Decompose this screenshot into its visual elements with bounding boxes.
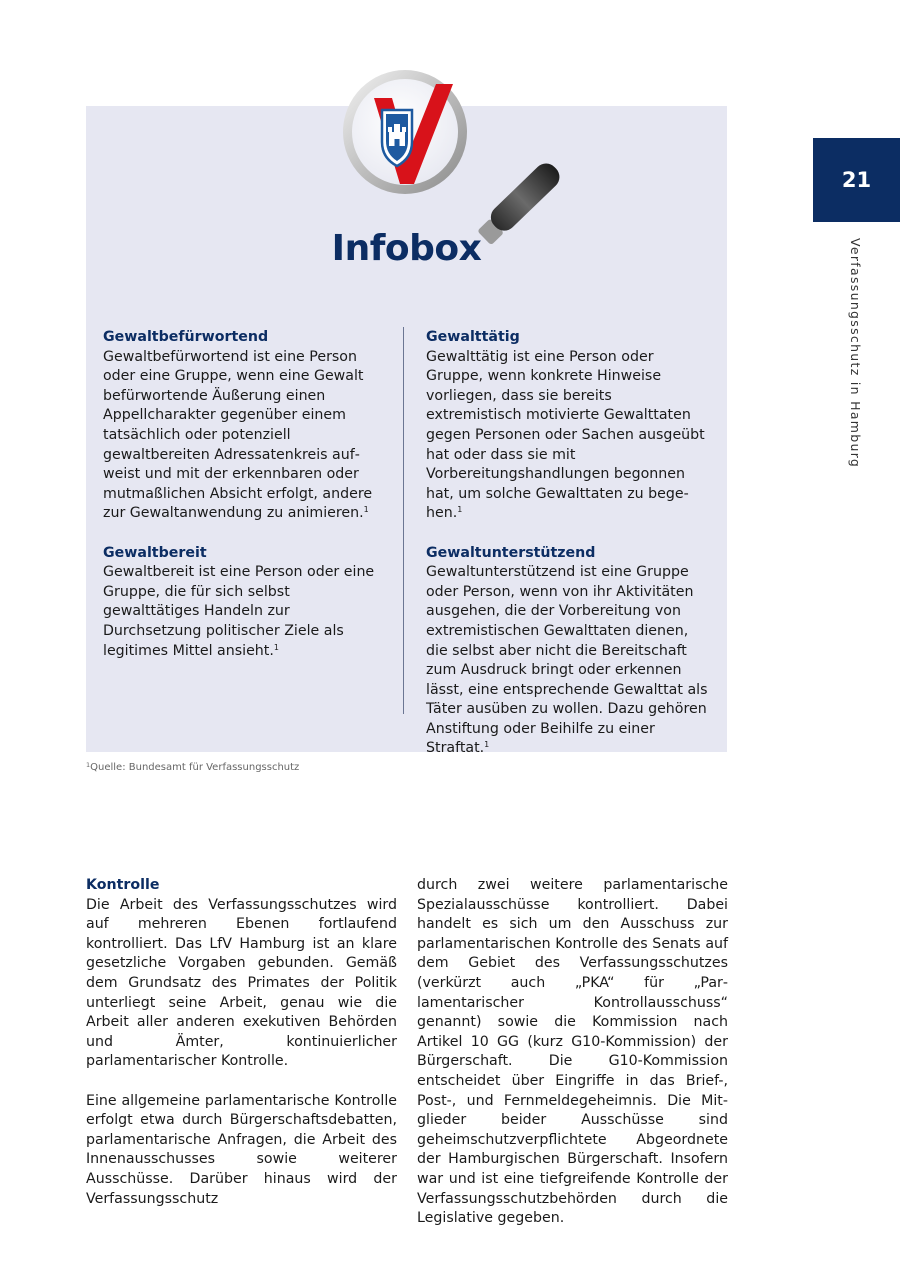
entry-heading: Gewaltbefürwortend — [103, 329, 269, 345]
entry-heading: Gewalttätig — [426, 329, 520, 345]
body-right-column — [417, 876, 728, 1229]
infobox-entry — [426, 544, 708, 760]
footnote-marker: 1 — [86, 761, 91, 769]
entry-text: Gewaltbereit ist eine Person oder eine Gruppe, die für sich selbst gewalttätiges Handeln zur Durchsetzung politischer Ziele als legitimes Mittel ansieht.$^1$ — [103, 564, 375, 659]
entry-heading: Gewaltbereit — [103, 544, 207, 561]
entry-heading: Gewaltunterstützend — [426, 544, 596, 561]
body-paragraph: Die Arbeit des Verfassungsschutzes wird auf mehreren Ebenen fortlaufend kontrolliert. Das LfV Hamburg ist an klare gesetzliche Vorgaben gebunden. Gemäß dem Grundsatz des Primates der Politik unterliegt seine Arbeit, genau wie die Arbeit aller anderen exekutiven Behörden und Ämter, kontinuierlicher parlamentarischer Kontrolle. — [86, 896, 397, 1070]
body-paragraph: durch zwei weitere parlamentarische Spezialausschüsse kontrolliert. Dabei handelt es sich um den Ausschuss zur parlamentarischen Kontrolle des Senats auf dem Gebiet des Verfassungsschutzes (verkürzt auch „PKA“ für „Parlamentarischer Kontrollausschuss“ genannt) sowie die Kommission nach Artikel 10 GG (kurz G10-Kommission) der Bürgerschaft. Die G10-Kommission entscheidet über Eingriffe in das Brief-, Post-, und Fernmeldegeheimnis. Die Mitglieder beider Ausschüsse sind geheimschutzverpflichtete Abgeordnete der Hamburgischen Bürgerschaft. Insofern war und ist eine tiefgreifende Kontrolle der Verfassungsschutzbehörden durch die Legislative gegeben. — [417, 877, 728, 1227]
infobox-entry — [103, 328, 385, 524]
footnote — [86, 762, 299, 773]
infobox-title: Infobox — [331, 228, 482, 269]
page-number-tab — [813, 138, 900, 222]
infobox-entry — [103, 544, 385, 662]
infobox-right-column — [426, 328, 708, 779]
section-heading: Kontrolle — [86, 877, 160, 893]
body-left-column — [86, 876, 397, 1209]
footnote-ref: 1 — [273, 642, 279, 652]
footnote-text: Quelle: Bundesamt für Verfassungsschutz — [90, 762, 300, 773]
footnote-ref: 1 — [363, 505, 369, 515]
infobox-left-column — [103, 328, 385, 681]
infobox-entry — [426, 328, 708, 524]
column-divider — [403, 327, 404, 714]
entry-text: Gewaltbefürwortend ist eine Person oder eine Gruppe, wenn eine Gewalt befürwortende Äußerung einen Appellcharakter gegenüber einem tatsächlich oder potenziell gewaltbereiten Adressatenkreis aufweist und mit der erkennbaren oder mutmaßlichen Absicht erfolgt, andere zur Gewaltanwendung zu animieren.$^1$ — [103, 348, 373, 522]
body-paragraph: Eine allgemeine parlamentarische Kontrolle erfolgt etwa durch Bürgerschaftsdebatten, parlamentarische Anfragen, die Arbeit des Innenausschusses sowie weiterer Ausschüsse. Darüber hinaus wird der Verfassungsschutz — [86, 1092, 397, 1207]
footnote-ref: 1 — [484, 740, 490, 750]
entry-text: Gewalttätig ist eine Person oder Gruppe, wenn konkrete Hinweise vorliegen, dass sie bereits extremistisch motivierte Gewalttaten gegen Personen oder Sachen ausgeübt hat oder dass sie mit Vorbereitungshandlungen begonnen hat, um solche Gewalttaten zu begehen.$^1$ — [426, 348, 705, 522]
page-number: 21 — [841, 168, 872, 192]
footnote-ref: 1 — [457, 505, 463, 515]
entry-text: Gewaltunterstützend ist eine Gruppe oder Person, wenn von ihr Aktivitäten ausgehen, die der Vorbereitung von extremistischen Gewalttaten dienen, die selbst aber nicht die Bereitschaft zum Ausdruck bringt oder erkennen lässt, eine entsprechende Gewalttat als Täter ausüben zu wollen. Dazu gehören Anstiftung oder Beihilfe zu einer Straftat.$^1$ — [426, 564, 708, 757]
section-side-label: Verfassungsschutz in Hamburg — [848, 238, 863, 469]
